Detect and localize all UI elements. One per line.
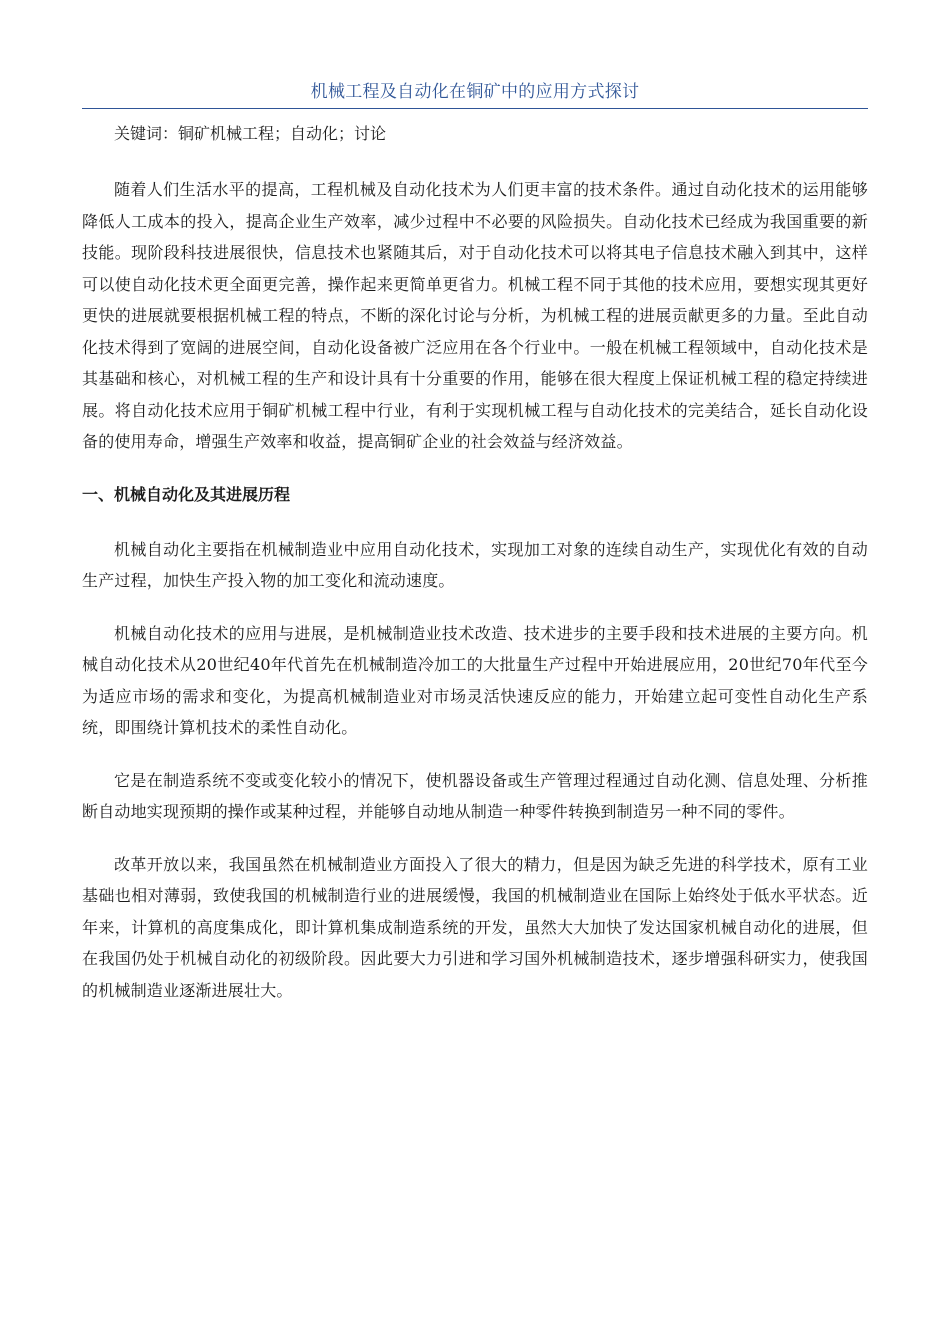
section-heading: 一、机械自动化及其进展历程 (82, 484, 291, 504)
body-paragraph: 机械自动化主要指在机械制造业中应用自动化技术，实现加工对象的连续自动生产，实现优化有效的自动生产过程，加快生产投入物的加工变化和流动速度。 (82, 539, 868, 590)
document-page (82, 78, 868, 1006)
keywords-line: 关键词：铜矿机械工程；自动化；讨论 (114, 124, 387, 143)
body-paragraph: 改革开放以来，我国虽然在机械制造业方面投入了很大的精力，但是因为缺乏先进的科学技术，原有工业基础也相对薄弱，致使我国的机械制造行业的进展缓慢，我国的机械制造业在国际上始终处于低水平状态。近年来，计算机的高度集成化，即计算机集成制造系统的开发，虽然大大加快了发达国家机械自动化的进展，但在我国仍处于机械自动化的初级阶段。因此要大力引进和学习国外机械制造技术，逐步增强科研实力，使我国的机械制造业逐渐进展壮大。 (82, 854, 868, 1000)
header-divider (82, 108, 868, 109)
body-paragraph: 机械自动化技术的应用与进展，是机械制造业技术改造、技术进步的主要手段和技术进展的主要方向。机械自动化技术从20世纪40年代首先在机械制造冷加工的大批量生产过程中开始进展应用，20世纪70年代至今为适应市场的需求和变化，为提高机械制造业对市场灵活快速反应的能力，开始建立起可变性自动化生产系统，即围绕计算机技术的柔性自动化。 (82, 623, 868, 737)
document-title: 机械工程及自动化在铜矿中的应用方式探讨 (310, 82, 640, 102)
body-paragraph: 它是在制造系统不变或变化较小的情况下，使机器设备或生产管理过程通过自动化测、信息处理、分析推断自动地实现预期的操作或某种过程，并能够自动地从制造一种零件转换到制造另一种不同的零件。 (82, 770, 868, 821)
intro-paragraph: 随着人们生活水平的提高，工程机械及自动化技术为人们更丰富的技术条件。通过自动化技术的运用能够降低人工成本的投入，提高企业生产效率，减少过程中不必要的风险损失。自动化技术已经成为我国重要的新技能。现阶段科技进展很快，信息技术也紧随其后，对于自动化技术可以将其电子信息技术融入到其中，这样可以使自动化技术更全面更完善，操作起来更简单更省力。机械工程不同于其他的技术应用，要想实现其更好更快的进展就要根据机械工程的特点，不断的深化讨论与分析，为机械工程的进展贡献更多的力量。至此自动化技术得到了宽阔的进展空间，自动化设备被广泛应用在各个行业中。一般在机械工程领域中，自动化技术是其基础和核心，对机械工程的生产和设计具有十分重要的作用，能够在很大程度上保证机械工程的稳定持续进展。将自动化技术应用于铜矿机械工程中行业，有利于实现机械工程与自动化技术的完美结合，延长自动化设备的使用寿命，增强生产效率和收益，提高铜矿企业的社会效益与经济效益。 (82, 180, 868, 451)
